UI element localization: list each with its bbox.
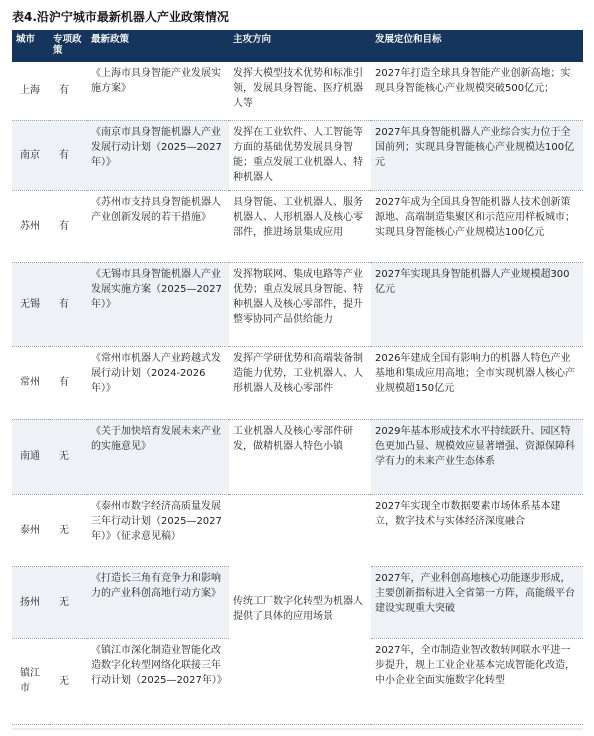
cell-goal: 2027年实现全市数据要素市场体系基本建立，数字技术与实体经济深度融合 [375,500,561,527]
cell-policy: 《上海市具身智能产业发展实施方案》 [91,68,221,94]
table-row [12,494,583,566]
cell-policy: 《苏州市支持具身智能机器人产业创新发展的若干措施》 [91,196,221,223]
cell-has-policy: 有 [49,120,87,190]
cell-city: 扬州 [12,566,49,638]
cell-city: 苏州 [20,220,40,232]
table-row [12,190,583,262]
cell-has-policy: 无 [59,675,69,687]
cell-has-policy: 无 [49,566,87,638]
cell-has-policy: 有 [59,377,69,388]
header-latest-policy: 最新政策 [87,30,229,62]
table-title: 表4.沿沪宁城市最新机器人产业政策情况 [12,10,229,24]
cell-goal: 2027年实现具身智能机器人产业规模超300亿元 [371,262,583,346]
cell-goal: 2027年，产业科创高地核心功能逐步形成，主要创新指标进入全省第一方阵，高能级平台建设实现重大突破 [371,566,583,638]
cell-goal: 2026年建成全国有影响力的机器人特色产业基地和集成应用高地；全市实现机器人核心产业规模超150亿元 [375,352,575,394]
policy-table [12,30,583,725]
cell-city: 无锡 [12,262,49,346]
cell-city: 南通 [12,419,49,494]
cell-has-policy: 有 [49,262,87,346]
cell-has-policy: 有 [59,85,69,97]
cell-policy: 《镇江市深化制造业智能化改造数字化转型网络化联接三年行动计划（2025—2027年）》 [91,644,227,686]
cell-city: 上海 [20,85,40,97]
cell-policy: 《打造长三角有竞争力和影响力的产业科创高地行动方案》 [87,566,229,638]
table-bottom-shadow [12,728,583,731]
cell-goal: 2029年基本形成技术水平持续跃升、园区特色更加凸显、规模效应显著增强、资源保障科学有力的未来产业生态体系 [371,419,583,494]
cell-has-policy: 无 [49,419,87,494]
table-row [12,120,583,190]
cell-direction: 工业机器人及核心零部件研发，做精机器人特色小镇 [233,425,353,452]
cell-direction: 发挥产学研优势和高端装备制造能力优势，工业机器人、人形机器人及核心零部件 [233,352,363,394]
cell-policy: 《无锡市具身智能机器人产业发展实施方案（2025—2027年）》 [87,262,229,346]
cell-has-policy: 有 [59,220,69,232]
header-positioning: 发展定位和目标 [371,30,583,62]
cell-policy: 《泰州市数字经济高质量发展三年行动计划（2025—2027年）》（征求意见稿） [91,500,222,542]
cell-direction: 发挥大模型技术优势和标准引领，发展具身智能、医疗机器人等 [233,68,363,109]
cell-city: 南京 [12,120,49,190]
header-special-policy: 专项政策 [49,30,87,62]
header-main-direction: 主攻方向 [229,30,371,62]
table-row [12,62,583,120]
table-body [12,62,583,724]
cell-has-policy: 无 [59,524,69,536]
cell-city: 常州 [20,377,40,388]
cell-policy: 《关于加快培育发展未来产业的实施意见》 [87,419,229,494]
cell-direction-merged: 传统工厂数字化转型为机器人提供了具体的应用场景 [229,494,371,724]
cell-city: 泰州 [20,524,40,536]
cell-goal: 2027年具身智能机器人产业综合实力位于全国前列；实现具身智能核心产业规模达100亿元 [371,120,583,190]
cell-direction: 发挥物联网、集成电路等产业优势；重点发展具身智能、特种机器人及核心零部件，提升整零协同产品供给能力 [233,268,363,325]
header-city: 城市 [12,30,49,62]
cell-city: 镇江市 [20,668,40,694]
cell-policy: 《南京市具身智能机器人产业发展行动计划（2025—2027年）》 [87,120,229,190]
cell-goal: 2027年，全市制造业智改数转网联水平进一步提升，规上工业企业基本完成智能化改造，中小企业全面实施数字化转型 [375,644,575,686]
cell-goal: 2027年成为全国具身智能机器人技术创新策源地、高端制造集聚区和示范应用样板城市；实现具身智能核心产业规模达100亿元 [375,196,575,238]
table-row [12,262,583,346]
table-header [12,30,583,62]
table-row [12,346,583,419]
cell-direction: 具身智能、工业机器人、服务机器人、人形机器人及核心零部件，推进场景集成应用 [233,196,363,238]
cell-direction: 发挥在工业软件、人工智能等方面的基础优势发展具身智能；重点发展工业机器人、特种机器人 [233,126,363,183]
cell-goal: 2027年打造全球具身智能产业创新高地；实现具身智能核心产业规模突破500亿元； [375,68,571,94]
cell-policy: 《常州市机器人产业跨越式发展行动计划（2024-2026年）》 [91,352,221,394]
table-row [12,419,583,494]
